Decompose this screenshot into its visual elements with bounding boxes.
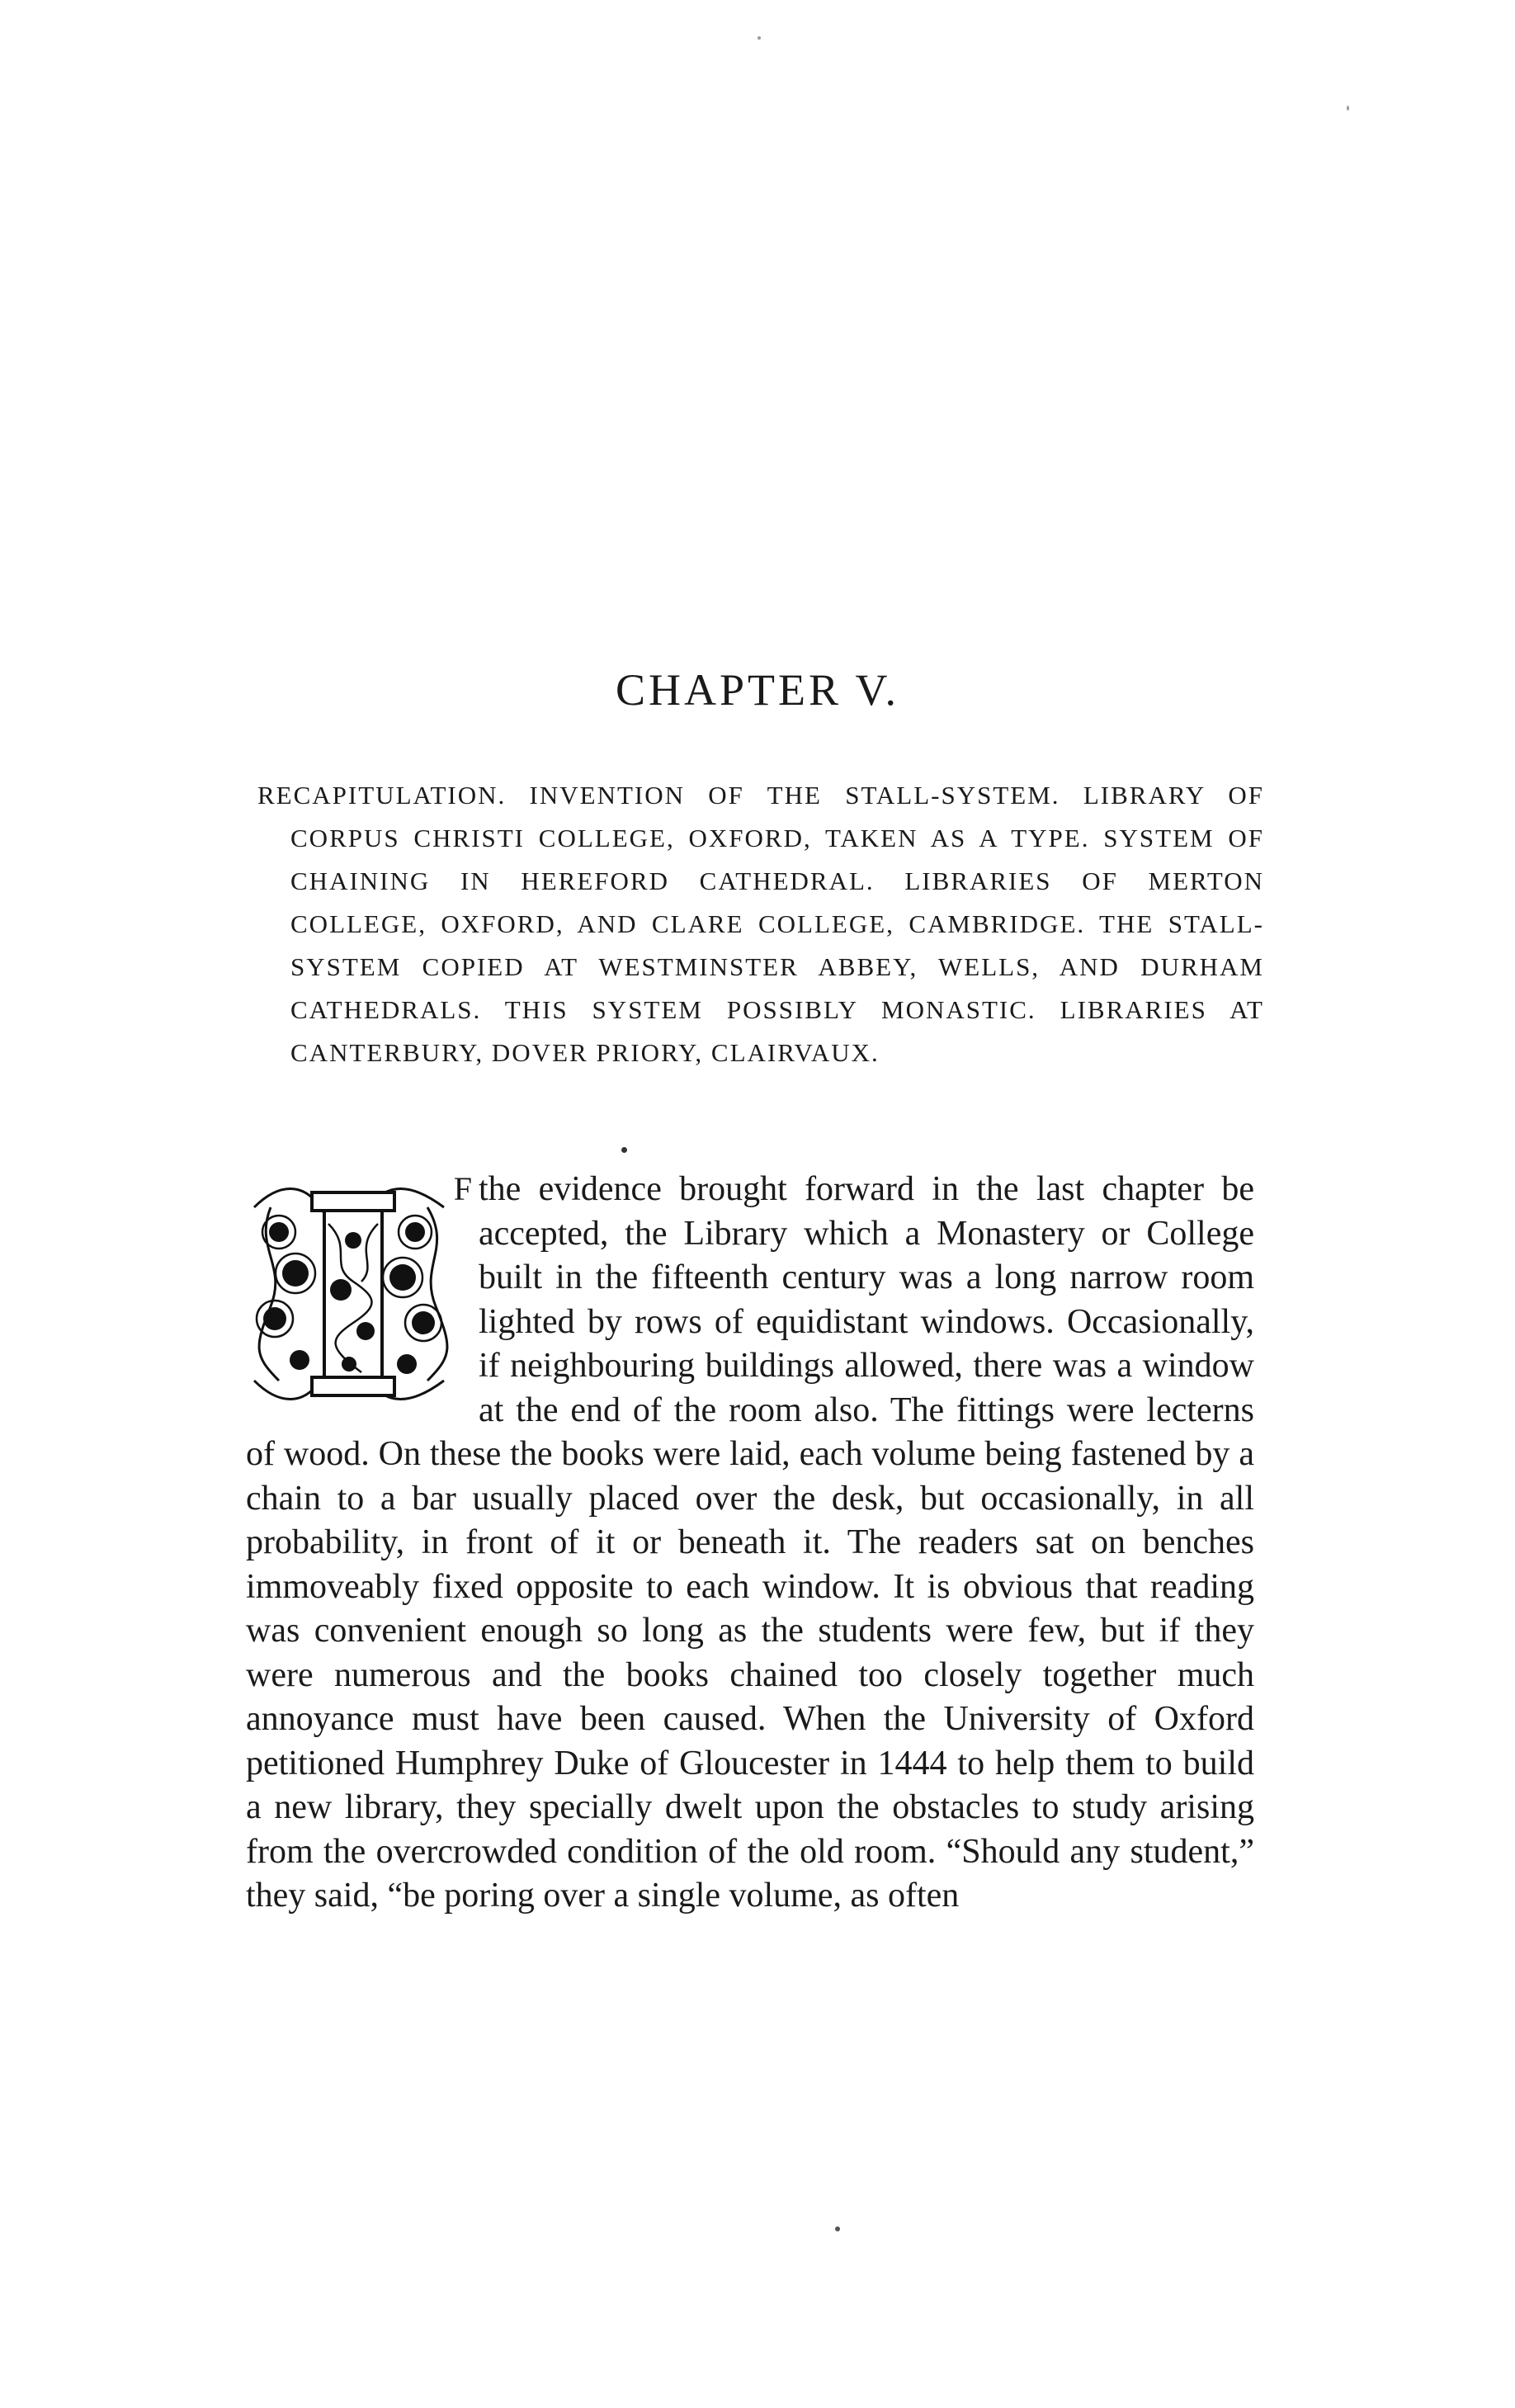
decorated-letter-i-icon [246,1174,460,1414]
footer-mark-icon [835,2226,840,2231]
body-text: the evidence brought forward in the last chapter be accepted, the Library which a Monastery or College built in the fifteenth century was a long narrow room lighted by rows of equidistant windows. Occasionally, if neighbouring buildings allowed, there was a window at the end of the room also. The fittings were lecterns of wood. On these the books were laid, each volume being fastened by a chain to a bar usually placed over the desk, but occasionally, in all probability, in front of it or beneath it. The readers sat on benches immoveably fixed opposite to each window. It is obvious that reading was convenient enough so long as the students were few, but if they were numerous and the books chained too closely together much annoyance must have been caused. When the University of Oxford petitioned Humphrey Duke of Gloucester in 1444 to help them to build a new library, they specially dwelt upon the obstacles to study arising from the overcrowded condition of the old room. “Should any student,” they said, “be poring over a single volume, as often [246,1170,1254,1915]
paper-speck [758,36,761,40]
chapter-summary: RECAPITULATION. INVENTION OF THE STALL-SYSTEM. LIBRARY OF CORPUS CHRISTI COLLEGE, OXFORD, TAKEN AS A TYPE. SYSTEM OF CHAINING IN HEREFORD CATHEDRAL. LIBRARIES OF MERTON COLLEGE, OXFORD, AND CLARE COLLEGE, CAMBRIDGE. THE STALL-SYSTEM COPIED AT WESTMINSTER ABBEY, WELLS, AND DURHAM CATHEDRALS. THIS SYSTEM POSSIBLY MONASTIC. LIBRARIES AT CANTERBURY, DOVER PRIORY, CLAIRVAUX. [257,781,1264,1067]
drop-cap-f: F [453,1170,472,1207]
paper-speck [1347,106,1349,111]
section-ornament-icon [621,1147,627,1153]
chapter-title: CHAPTER V. [615,665,900,715]
body-paragraph [246,1168,1254,1919]
ornamental-initial-icon [246,1170,472,1414]
